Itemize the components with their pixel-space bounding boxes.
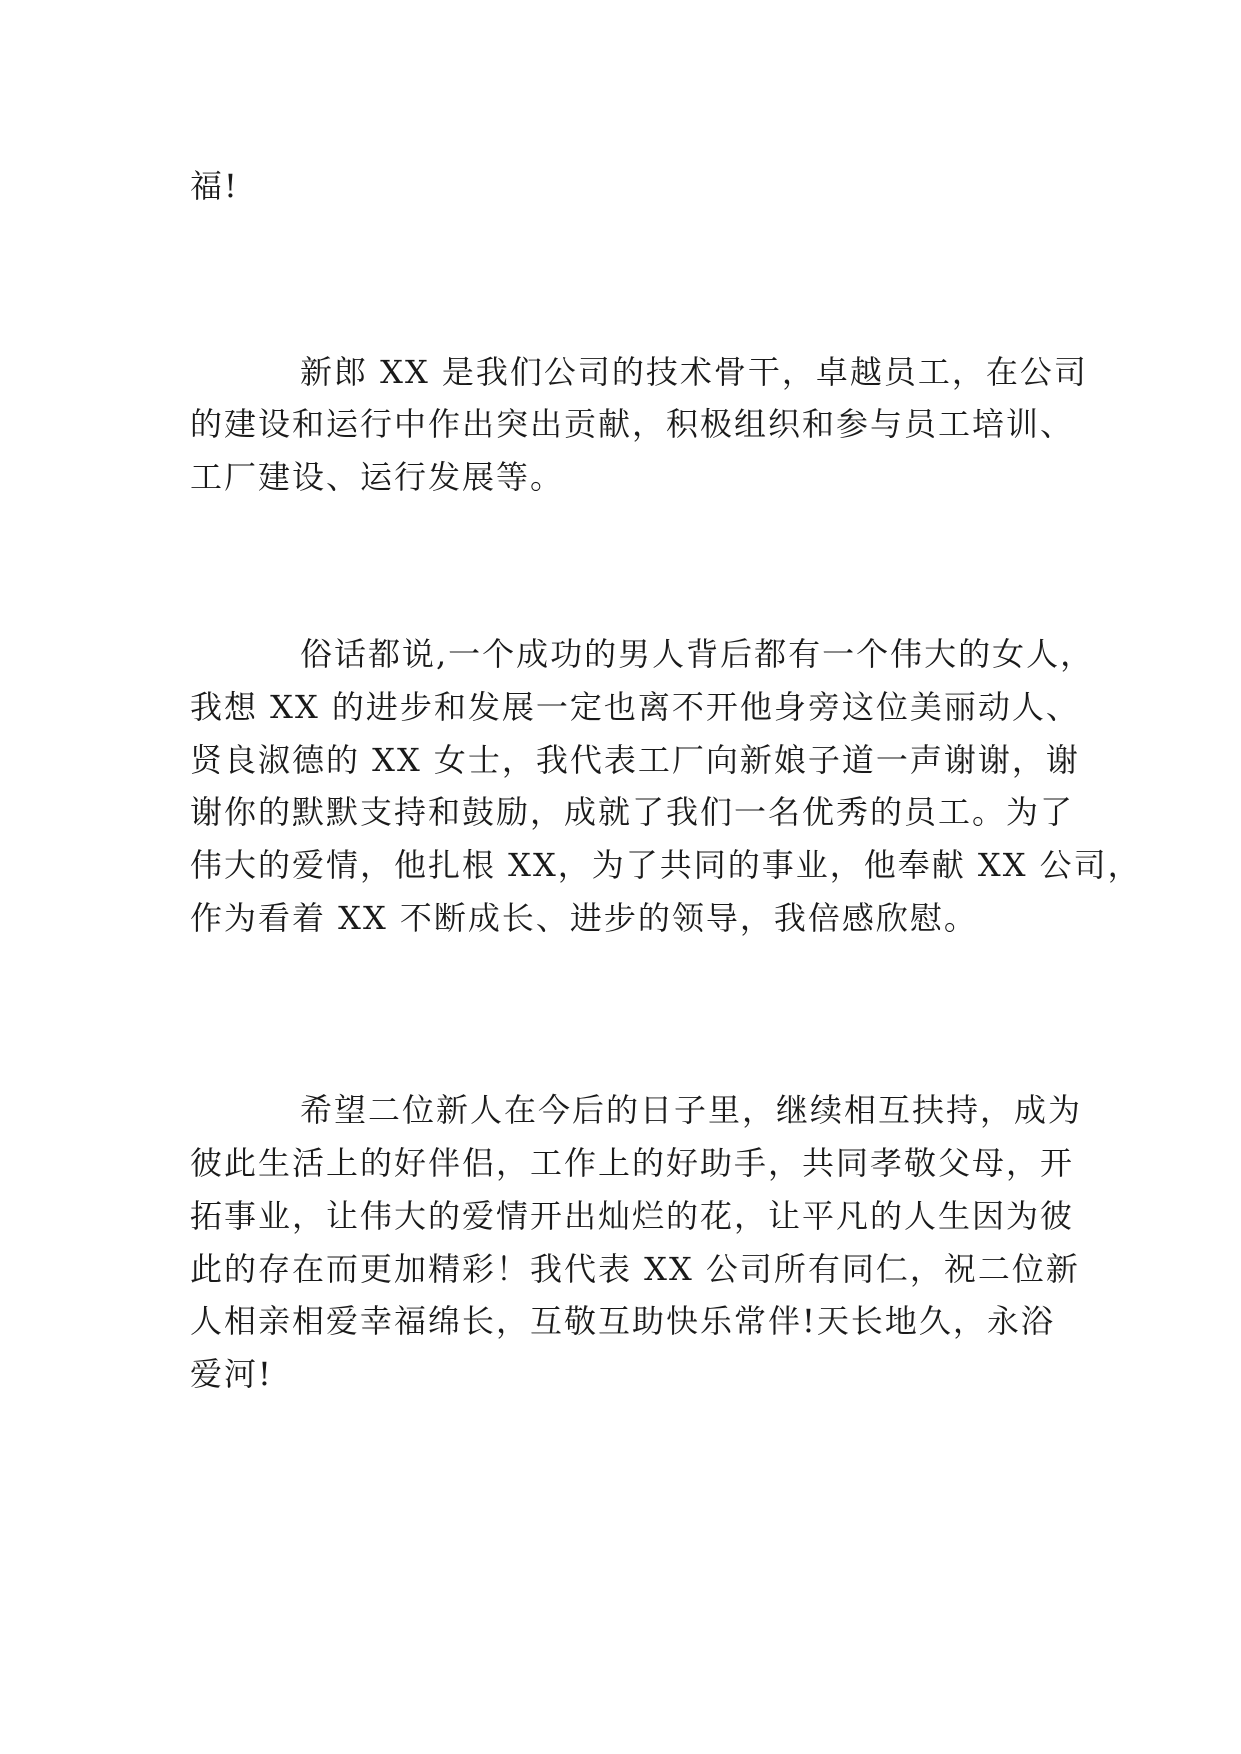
paragraph-line: 俗话都说,一个成功的男人背后都有一个伟大的女人， [300, 635, 1095, 673]
paragraph-line: 的建设和运行中作出突出贡献，积极组织和参与员工培训、 [190, 405, 1075, 443]
paragraph-line: 此的存在而更加精彩！我代表 XX 公司所有同仁，祝二位新 [190, 1250, 1080, 1288]
paragraph-line: 新郎 XX 是我们公司的技术骨干，卓越员工，在公司 [300, 353, 1088, 391]
paragraph-line: 拓事业，让伟大的爱情开出灿烂的花，让平凡的人生因为彼 [190, 1197, 1075, 1235]
paragraph-line: 爱河! [190, 1355, 273, 1393]
paragraph-line: 伟大的爱情，他扎根 XX，为了共同的事业，他奉献 XX 公司， [190, 846, 1142, 884]
paragraph-line: 福! [190, 167, 239, 205]
paragraph-line: 人相亲相爱幸福绵长，互敬互助快乐常伴!天长地久，永浴 [190, 1302, 1055, 1340]
paragraph-line: 彼此生活上的好伴侣，工作上的好助手，共同孝敬父母，开 [190, 1144, 1075, 1182]
paragraph-line: 作为看着 XX 不断成长、进步的领导，我倍感欣慰。 [190, 899, 978, 937]
paragraph-line: 谢你的默默支持和鼓励，成就了我们一名优秀的员工。为了 [190, 793, 1075, 831]
paragraph-line: 我想 XX 的进步和发展一定也离不开他身旁这位美丽动人、 [190, 688, 1080, 726]
paragraph-line: 工厂建设、运行发展等。 [190, 458, 565, 496]
paragraph-line: 贤良淑德的 XX 女士，我代表工厂向新娘子道一声谢谢，谢 [190, 741, 1080, 779]
paragraph-line: 希望二位新人在今后的日子里，继续相互扶持，成为 [300, 1091, 1083, 1129]
